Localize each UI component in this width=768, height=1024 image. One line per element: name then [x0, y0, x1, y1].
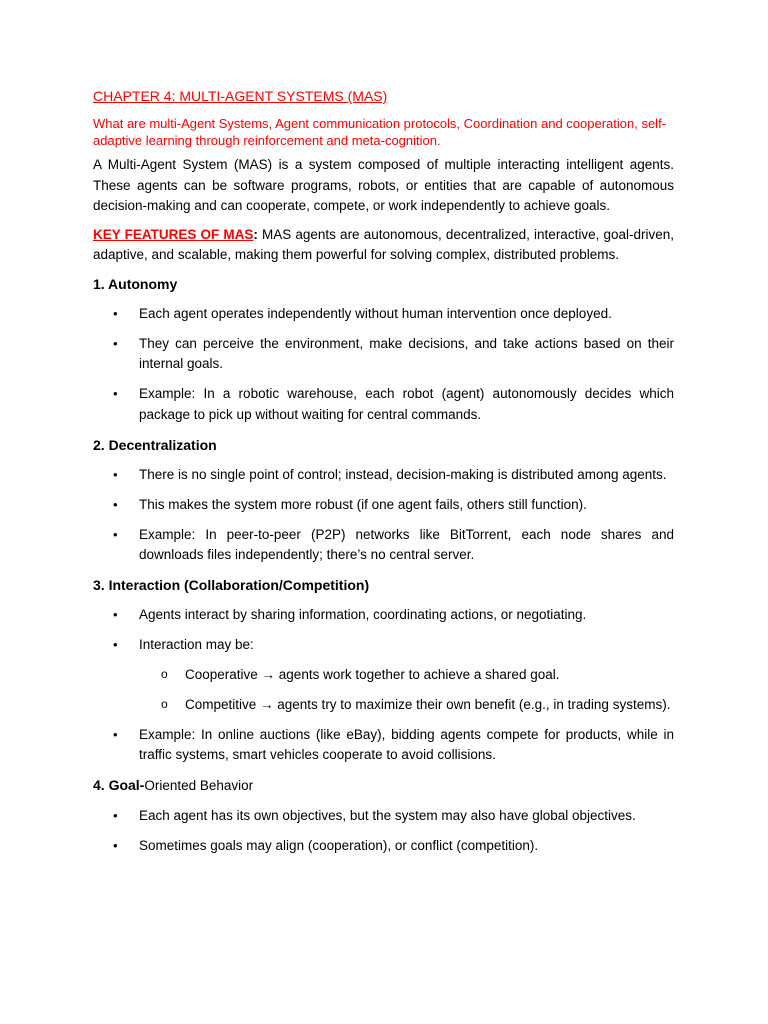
bullet-icon: •	[113, 607, 118, 622]
list-item-text: They can perceive the environment, make decisions, and take actions based on their internal goals.	[139, 335, 674, 371]
document-content	[93, 86, 674, 866]
chapter-title: CHAPTER 4: MULTI-AGENT SYSTEMS (MAS)	[93, 88, 388, 104]
bullet-icon: •	[113, 726, 118, 742]
list-item-text: Example: In a robotic warehouse, each robot (agent) autonomously decides which package to pick up without waiting for central commands.	[139, 386, 674, 422]
key-features-colon: :	[253, 226, 258, 242]
sub-list-item-text: Cooperative → agents work together to achieve a shared goal.	[185, 666, 560, 682]
sub-bullet-list	[139, 665, 674, 716]
bullet-icon: •	[113, 466, 118, 482]
bullet-icon: •	[113, 386, 118, 401]
sub-bullet-icon: o	[161, 666, 168, 681]
bullet-icon: •	[113, 496, 118, 512]
section-decentralization	[93, 435, 674, 566]
list-item-text: Each agent has its own objectives, but the system may also have global objectives.	[139, 808, 636, 823]
chapter-intro: What are multi-Agent Systems, Agent communication protocols, Coordination and cooperation, self-adaptive learning through reinforcement and meta-cognition.	[93, 116, 667, 148]
list-item-text: There is no single point of control; instead, decision-making is distributed among agents.	[139, 466, 667, 482]
bullet-icon: •	[113, 526, 118, 542]
bullet-list	[93, 806, 674, 857]
section-goal-oriented	[93, 775, 674, 857]
sub-list-item-text: Competitive → agents try to maximize their own benefit (e.g., in trading systems).	[185, 696, 671, 712]
key-features-text: MAS agents are autonomous, decentralized, interactive, goal-driven, adaptive, and scalable, making them powerful for solving complex, distributed problems.	[93, 226, 674, 262]
list-item	[93, 304, 674, 325]
key-features-label: KEY FEATURES OF MAS	[93, 226, 254, 242]
list-item	[93, 334, 674, 375]
sub-list-item	[139, 665, 674, 686]
bullet-icon: •	[113, 335, 118, 351]
list-item	[93, 836, 674, 857]
section-heading: 3. Interaction (Collaboration/Competition)	[93, 577, 370, 593]
bullet-icon: •	[113, 838, 118, 853]
mas-definition: A Multi-Agent System (MAS) is a system composed of multiple interacting intelligent agents. These agents can be software programs, robots, or entities that are capable of autonomous decision-making and can cooperate, compete, or work independently to achieve goals.	[93, 157, 674, 213]
sub-bullet-icon: o	[161, 696, 168, 711]
list-item	[93, 725, 674, 766]
section-heading: 2. Decentralization	[93, 436, 217, 453]
list-item-text: Sometimes goals may align (cooperation), or conflict (competition).	[139, 838, 539, 853]
bullet-list	[93, 465, 674, 566]
list-item-text: Agents interact by sharing information, coordinating actions, or negotiating.	[139, 607, 587, 622]
key-features-paragraph	[93, 225, 674, 266]
list-item	[93, 384, 674, 425]
list-item	[93, 525, 674, 566]
bullet-list	[93, 605, 674, 766]
list-item	[93, 605, 674, 626]
bullet-icon: •	[113, 808, 118, 823]
list-item	[93, 635, 674, 715]
section-heading: 1. Autonomy	[93, 275, 178, 292]
bullet-icon: •	[113, 637, 118, 652]
list-item	[93, 465, 674, 486]
list-item	[93, 806, 674, 827]
section-heading	[93, 775, 674, 796]
list-item-text: Each agent operates independently without human intervention once deployed.	[139, 305, 612, 321]
list-item-text: Example: In online auctions (like eBay), bidding agents compete for products, while in traffic systems, smart vehicles cooperate to avoid collisions.	[139, 726, 674, 762]
section-heading-normal: Oriented Behavior	[144, 778, 254, 793]
bullet-icon: •	[113, 305, 118, 321]
list-item	[93, 495, 674, 516]
list-item-text: This makes the system more robust (if one agent fails, others still function).	[139, 496, 587, 512]
list-item-text: Example: In peer-to-peer (P2P) networks like BitTorrent, each node shares and downloads files independently; there’s no central server.	[139, 526, 674, 562]
section-autonomy	[93, 274, 674, 426]
bullet-list	[93, 304, 674, 426]
list-item-text: Interaction may be:	[139, 637, 254, 652]
sub-list-item	[139, 695, 674, 716]
section-interaction	[93, 575, 674, 766]
section-heading-bold: 4. Goal-	[93, 777, 145, 793]
